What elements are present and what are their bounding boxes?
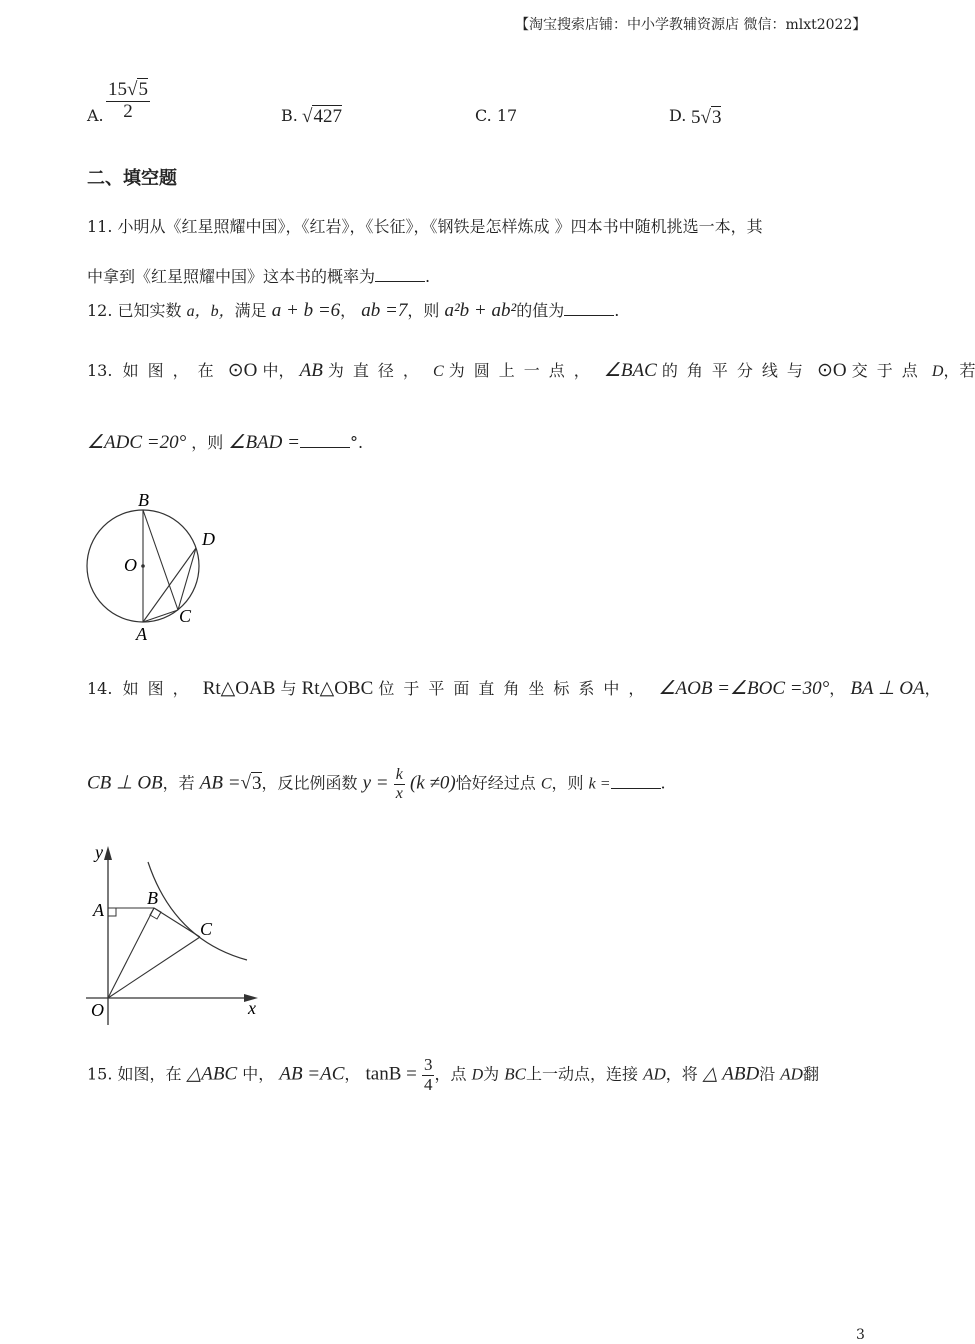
label-b: B [138,490,149,510]
q15: 15. 如图，在 △ABC 中， AB =AC， tanB = $\frac{3}{4}$ ，点 D为 BC上一动点，连接 AD，将 △ ABD沿 AD翻 [87,1055,819,1094]
label-x: x [248,998,256,1018]
label-c: C [179,606,192,626]
q14-line1: 14. 如图， Rt△OAB 与 Rt△OBC 位于平面直角坐标系中， ∠AOB =∠BOC =30°， BA ⊥ OA， [87,678,941,699]
label-b: B [147,888,158,908]
answer-blank [300,446,350,448]
option-d-value: 5√3 [691,107,722,128]
page-header: 【淘宝搜索店铺：中小学教辅资源店 微信：mlxt2022】 [515,17,867,33]
figure-14-coordinate [82,840,272,1030]
q12: 12. 已知实数 a，b，满足 a + b =6， ab =7，则 a²b + ab²的值为 . [87,300,620,321]
option-b-value: √427 [302,106,342,127]
page-number: 3 [856,1327,865,1343]
option-a-label: A. [87,106,104,125]
option-b-label: B. [281,106,298,125]
option-d-label: D. [669,106,687,125]
q11-line2: 中拿到《红星照耀中国》这本书的概率为 . [87,267,431,286]
label-o: O [91,1000,104,1020]
q14-line2: CB ⊥ OB，若 AB =√3，反比例函数 y = $\frac{k}{x}$ (k ≠0)恰好经过点 C，则 k = . [87,766,666,802]
figure-13-circle [80,488,230,648]
option-a-fraction: $\frac{15√5}{2}$ [108,79,148,122]
label-y: y [95,842,103,862]
label-a: A [136,624,147,644]
answer-blank [375,280,425,282]
label-c: C [200,919,213,939]
label-d: D [202,529,215,549]
section-title: 二、填空题 [87,168,177,189]
q13-line2: ∠ADC =20° ，则 ∠BAD = °. [87,432,364,453]
q11-line1: 11. 小明从《红星照耀中国》，《红岩》，《长征》，《钢铁是怎样炼成 》四本书中随机挑选一本，其 [87,217,763,236]
label-a: A [93,900,104,920]
answer-blank [611,787,661,789]
label-o: O [124,555,137,575]
q13-line1: 13. 如图，在 ⊙O 中， AB 为直径， C 为圆上一点， ∠BAC 的角平分线与 ⊙O 交于点 D，若 [87,360,975,381]
answer-blank [564,314,614,316]
option-c: C. 17 [475,106,518,125]
